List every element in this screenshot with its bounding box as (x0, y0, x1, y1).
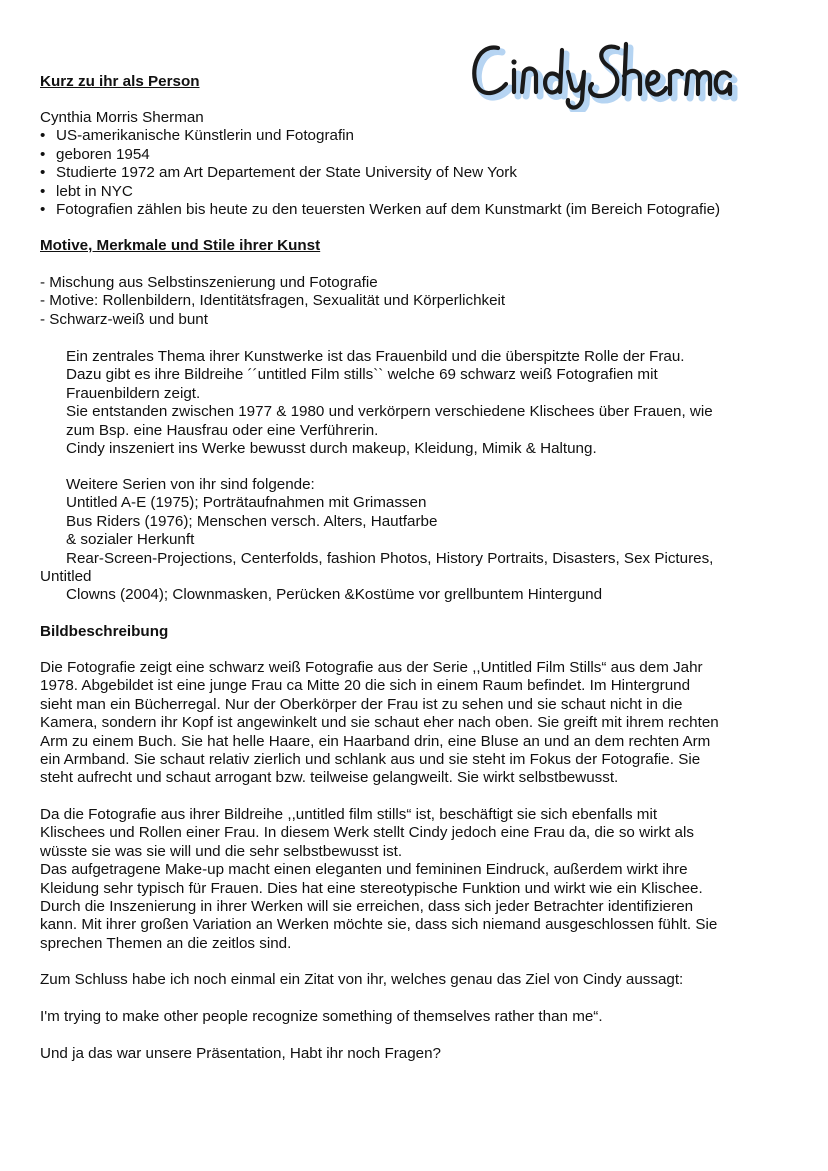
bullet-item: • Studierte 1972 am Art Departement der State University of New York (40, 164, 800, 182)
text-line: Kleidung sehr typisch für Frauen. Dies hat eine stereotypische Funktion und wirkt wie ein Klischee. (40, 879, 703, 897)
quote-intro (40, 971, 800, 989)
text-line: Da die Fotografie aus ihrer Bildreihe ,,untitled film stills“ ist, beschäftigt sie sich ebenfalls mit (40, 806, 658, 823)
text-line: Rear-Screen-Projections, Centerfolds, fashion Photos, History Portraits, Disasters, Sex Pictures, (66, 549, 714, 567)
description-paragraph-1 (40, 659, 800, 788)
closing (40, 1045, 800, 1063)
text-line: Durch die Inszenierung in ihrer Werken will sie erreichen, dass sich jeder Betrachter identifizieren (40, 898, 694, 916)
text-line: Bus Riders (1976); Menschen versch. Alters, Hautfarbe (66, 512, 438, 530)
bullet-item: • US-amerikanische Künstlerin und Fotografin (40, 127, 800, 145)
quote (40, 1008, 800, 1026)
dash-item: - Schwarz-weiß und bunt (40, 310, 208, 328)
closing-text: Und ja das war unsere Präsentation, Habt ihr noch Fragen? (40, 1045, 442, 1062)
text-line: & sozialer Herkunft (66, 531, 195, 549)
text-line: wüsste sie was sie will und die sehr selbstbewusst ist. (40, 842, 403, 860)
dash-item: - Motive: Rollenbildern, Identitätsfragen, Sexualität und Körperlichkeit (40, 292, 506, 310)
text-line: zum Bsp. eine Hausfrau oder eine Verführerin. (66, 421, 379, 439)
bullet-list (40, 127, 800, 219)
theme-paragraph (40, 348, 826, 458)
person-details (40, 109, 800, 219)
text-line: sieht man ein Bücherregal. Nur der Oberkörper der Frau ist zu sehen und sie schaut nicht in die (40, 695, 683, 713)
bullet-item: • geboren 1954 (40, 146, 800, 164)
section-image-description (40, 623, 800, 641)
full-name: Cynthia Morris Sherman (40, 109, 204, 126)
text-line: Sie entstanden zwischen 1977 & 1980 und verkörpern verschiedene Klischees über Frauen, wie (66, 403, 713, 421)
text-line: Zum Schluss habe ich noch einmal ein Zitat von ihr, welches genau das Ziel von Cindy aussagt: (40, 971, 684, 988)
description-paragraph-2 (40, 806, 800, 953)
section-heading: Bildbeschreibung (40, 623, 169, 640)
motive-dash-list (40, 274, 800, 329)
section-heading: Kurz zu ihr als Person (40, 73, 200, 90)
text-line: ein Armband. Sie schaut relativ zierlich und schlank aus und sie steht im Fokus der Fotografie. Sie (40, 751, 701, 769)
text-line: Clowns (2004); Clownmasken, Perücken &Kostüme vor grellbuntem Hintergund (66, 586, 603, 604)
handwritten-signature-graphic (458, 26, 738, 112)
text-line: kann. Mit ihrer großen Variation an Werken möchte sie, dass sich niemand ausgeschlossen fühlt. Sie (40, 916, 718, 934)
text-line: steht aufrecht und schaut arrogant bzw. teilweise gelangweilt. Sie wirkt selbstbewusst. (40, 769, 619, 787)
text-line: Ein zentrales Thema ihrer Kunstwerke ist das Frauenbild und die überspitzte Rolle der Frau. (66, 348, 685, 365)
text-line: Cindy inszeniert ins Werke bewusst durch makeup, Kleidung, Mimik & Haltung. (66, 440, 597, 458)
bullet-item: • lebt in NYC (40, 183, 800, 201)
quote-text: I'm trying to make other people recognize something of themselves rather than me“. (40, 1008, 603, 1025)
text-line: Dazu gibt es ihre Bildreihe ´´untitled Film stills`` welche 69 schwarz weiß Fotografien mit (66, 366, 658, 384)
section-person (40, 73, 800, 91)
text-line: Weitere Serien von ihr sind folgende: (66, 476, 315, 493)
section-motives (40, 237, 800, 255)
dash-item: - Mischung aus Selbstinszenierung und Fotografie (40, 274, 378, 291)
series-paragraph (40, 476, 826, 605)
text-line: Kamera, sondern ihr Kopf ist angewinkelt und sie schaut eher nach oben. Sie greift mit ihrem rechten (40, 714, 719, 732)
text-line: sprechen Themen an die zeitlos sind. (40, 934, 292, 952)
text-line: Die Fotografie zeigt eine schwarz weiß Fotografie aus der Serie ,,Untitled Film Stills“ aus dem Jahr (40, 659, 703, 676)
text-line: Arm zu einem Buch. Sie hat helle Haare, ein Haarband drin, eine Bluse an und an dem rechten Arm (40, 732, 711, 750)
bullet-item: • Fotografien zählen bis heute zu den teuersten Werken auf dem Kunstmarkt (im Bereich Fotografie) (40, 201, 800, 219)
section-heading: Motive, Merkmale und Stile ihrer Kunst (40, 237, 321, 254)
cindy-sherman-logo (458, 26, 738, 112)
text-line: Untitled A-E (1975); Porträtaufnahmen mit Grimassen (66, 494, 427, 512)
text-line: 1978. Abgebildet ist eine junge Frau ca Mitte 20 die sich in einem Raum befindet. Im Hintergrund (40, 677, 691, 695)
text-line: Das aufgetragene Make-up macht einen eleganten und femininen Eindruck, außerdem wirkt ihre (40, 861, 688, 879)
text-line: Frauenbildern zeigt. (66, 384, 201, 402)
text-line: Untitled (40, 568, 92, 586)
text-line: Klischees und Rollen einer Frau. In diesem Werk stellt Cindy jedoch eine Frau da, die so wirkt als (40, 824, 694, 842)
